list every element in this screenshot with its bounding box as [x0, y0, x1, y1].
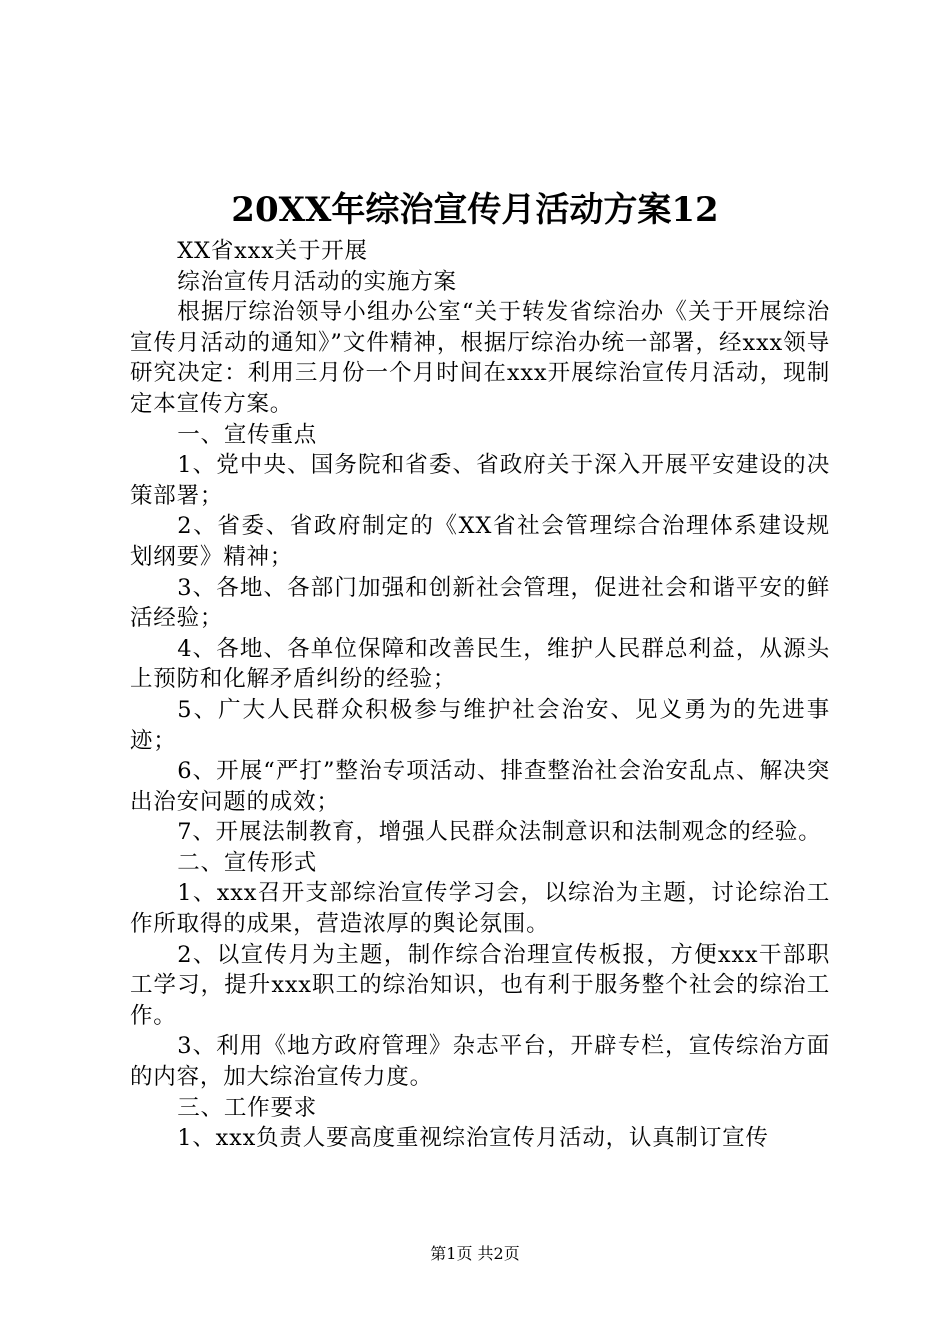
- list-item: 4、各地、各单位保障和改善民生，维护人民群总利益，从源头上预防和化解矛盾纠纷的经验；: [130, 635, 830, 693]
- page-footer: 第1页 共2页: [430, 1244, 520, 1263]
- section-heading: 三、工作要求: [177, 1094, 318, 1121]
- document-title: 20XX年综治宣传月活动方案12: [231, 190, 719, 230]
- paragraph: 根据厅综治领导小组办公室“关于转发省综治办《关于开展综治宣传月活动的通知》”文件精神，根据厅综治办统一部署，经xxx领导研究决定：利用三月份一个月时间在xxx开展综治宣传月活动，现制定本宣传方案。: [130, 299, 830, 417]
- list-item: 1、党中央、国务院和省委、省政府关于深入开展平安建设的决策部署；: [130, 452, 830, 509]
- list-item: 2、省委、省政府制定的《XX省社会管理综合治理体系建设规划纲要》精神；: [130, 513, 830, 570]
- section-heading: 一、宣传重点: [177, 421, 318, 448]
- list-item: 1、xxx负责人要高度重视综治宣传月活动，认真制订宣传: [177, 1125, 769, 1152]
- list-item: 3、各地、各部门加强和创新社会管理，促进社会和谐平安的鲜活经验；: [130, 574, 830, 632]
- section-heading: 二、宣传形式: [177, 849, 318, 876]
- list-item: 7、开展法制教育，增强人民群众法制意识和法制观念的经验。: [177, 819, 822, 846]
- paragraph: XX省xxx关于开展: [177, 238, 368, 264]
- list-item: 3、利用《地方政府管理》杂志平台，开辟专栏，宣传综治方面的内容，加大综治宣传力度。: [130, 1033, 830, 1091]
- list-item: 6、开展“严打”整治专项活动、排查整治社会治安乱点、解决突出治安问题的成效；: [130, 758, 830, 815]
- document-body: [130, 236, 830, 1154]
- paragraph: 综治宣传月活动的实施方案: [177, 268, 457, 295]
- list-item: 2、以宣传月为主题，制作综合治理宣传板报，方便xxx干部职工学习，提升xxx职工的综治知识，也有利于服务整个社会的综治工作。: [130, 941, 830, 1029]
- list-item: 5、广大人民群众积极参与维护社会治安、见义勇为的先进事迹；: [130, 696, 830, 754]
- list-item: 1、xxx召开支部综治宣传学习会，以综治为主题，讨论综治工作所取得的成果，营造浓厚的舆论氛围。: [130, 880, 830, 938]
